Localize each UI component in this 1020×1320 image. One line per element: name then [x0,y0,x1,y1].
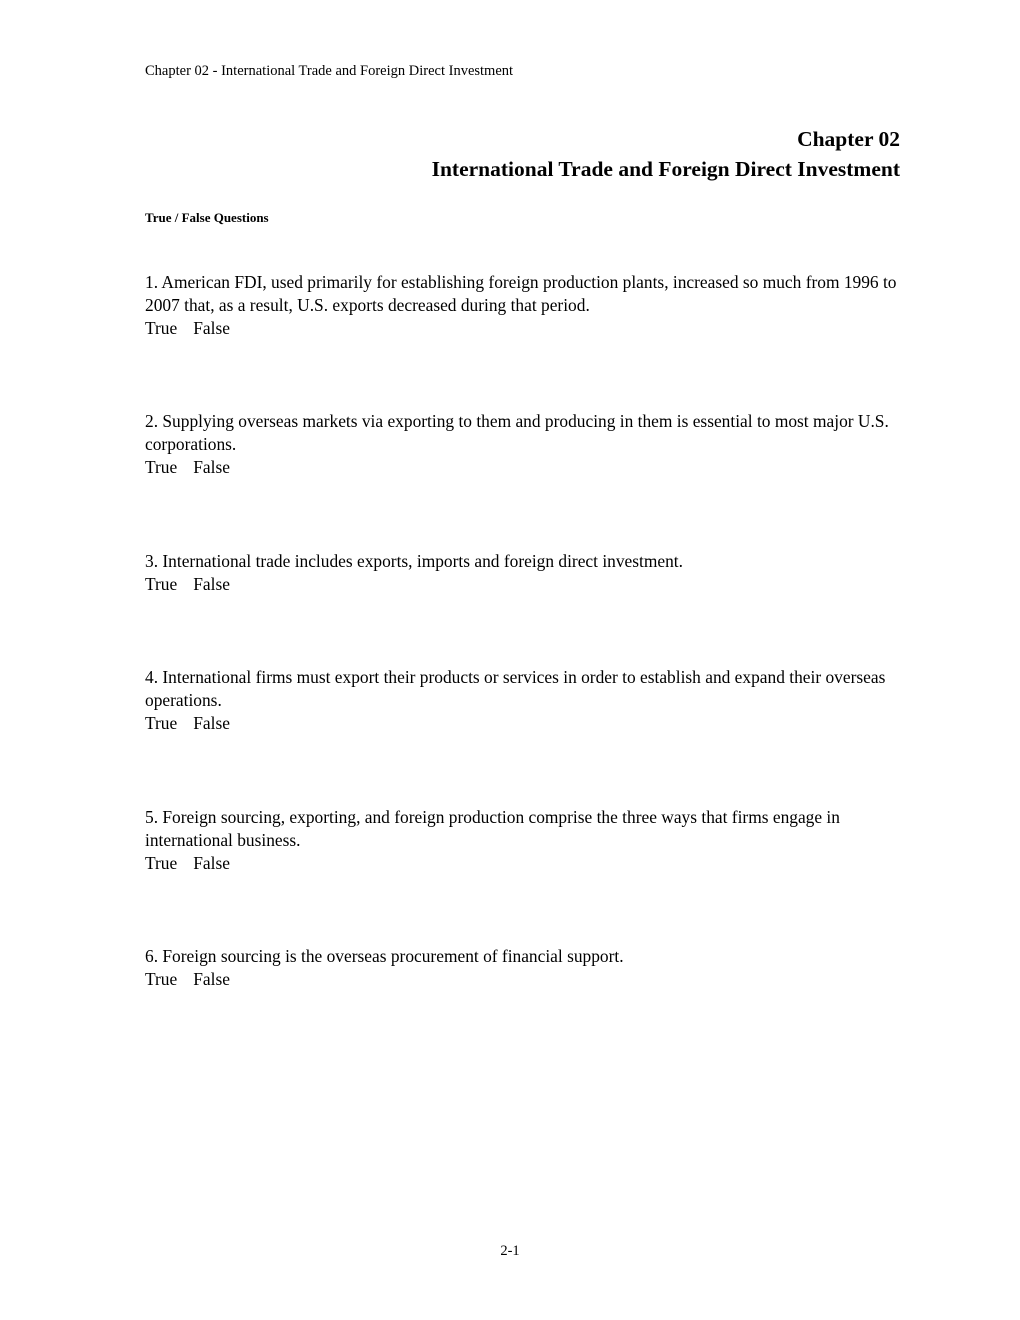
question-3-text: 3. International trade includes exports, imports and foreign direct investment. [145,551,683,571]
question-list [145,271,905,991]
question-4-false-option[interactable]: False [193,713,230,733]
question-2-text: 2. Supplying overseas markets via exporting to them and producing in them is essential to most major U.S. corporations. [145,411,889,454]
page-number: 2-1 [500,1243,520,1259]
question-6-text: 6. Foreign sourcing is the overseas procurement of financial support. [145,946,624,966]
question-2 [145,410,905,550]
question-5-text: 5. Foreign sourcing, exporting, and foreign production comprise the three ways that firms engage in international business. [145,807,840,850]
question-4-true-option[interactable]: True [145,713,178,733]
question-5-true-option[interactable]: True [145,853,178,873]
question-1-text: 1. American FDI, used primarily for establishing foreign production plants, increased so much from 1996 to 2007 that, as a result, U.S. exports decreased during that period. [145,272,897,315]
running-header: Chapter 02 - International Trade and Foreign Direct Investment [145,63,514,79]
question-4-text: 4. International firms must export their products or services in order to establish and expand their overseas operations. [145,667,886,710]
question-6-choices [145,968,905,991]
question-1-choices [145,317,905,340]
chapter-number: Chapter 02 [797,127,900,151]
question-1-true-option[interactable]: True [145,318,178,338]
section-heading: True / False Questions [145,210,269,225]
question-6-false-option[interactable]: False [193,969,230,989]
chapter-title: International Trade and Foreign Direct Investment [431,157,900,181]
question-4-choices [145,712,905,735]
question-6-true-option[interactable]: True [145,969,178,989]
question-5-false-option[interactable]: False [193,853,230,873]
question-2-choices [145,456,905,479]
question-3 [145,550,905,666]
question-2-false-option[interactable]: False [193,457,230,477]
question-4 [145,666,905,806]
question-5 [145,806,905,945]
question-3-false-option[interactable]: False [193,574,230,594]
question-1-false-option[interactable]: False [193,318,230,338]
question-6 [145,945,905,991]
question-5-choices [145,852,905,875]
chapter-title-block [432,124,900,184]
question-1 [145,271,905,410]
question-3-choices [145,573,905,596]
question-3-true-option[interactable]: True [145,574,178,594]
question-2-true-option[interactable]: True [145,457,178,477]
